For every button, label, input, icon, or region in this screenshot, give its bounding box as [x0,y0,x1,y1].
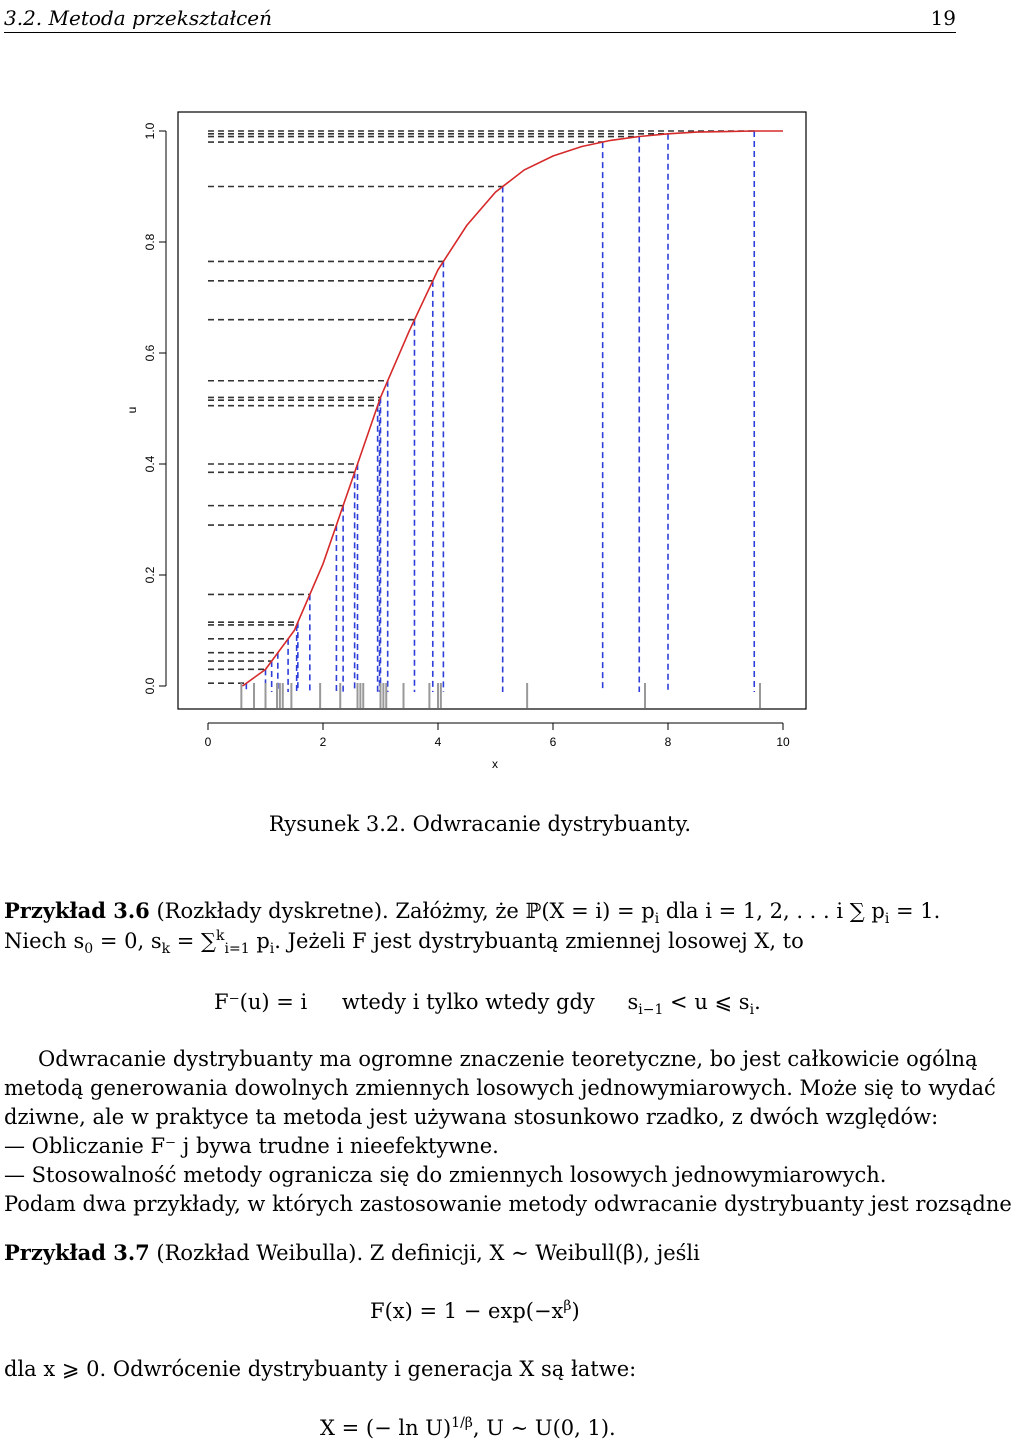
y-tick-label: 0.6 [143,344,157,362]
para-line4: — Obliczanie F⁻ j bywa trudne i nieefektywne. [4,1134,499,1158]
x-tick-label: 6 [549,735,557,749]
equation-inverse: F⁻(u) = i wtedy i tylko wtedy gdy $s_{i-1} < u$ ⩽ $s_i$. [214,990,761,1019]
x-tick-label: 0 [204,735,212,749]
equation-weibull-cdf: $F(x) = 1 - \exp(-x^\beta)$ [370,1298,580,1323]
y-tick-label: 1.0 [143,122,157,140]
para-line1: Odwracanie dystrybuanty ma ogromne znaczenie teoretyczne, bo jest całkowicie ogólną [38,1047,978,1071]
running-header [4,6,956,33]
y-tick-label: 0.4 [143,455,157,473]
cdf-curve [243,131,784,686]
line-dla: dla x ⩾ 0. Odwrócenie dystrybuanty i generacja X są łatwe: [4,1357,637,1381]
x-axis [205,723,790,749]
x-tick-label: 8 [664,735,672,749]
section-title: 3.2. Metoda przekształceń [4,6,273,30]
x-axis-label: x [492,757,498,771]
para-line6: Podam dwa przykłady, w których zastosowanie metody odwracanie dystrybuanty jest rozsądne [4,1192,1012,1216]
page-number: 19 [930,6,956,30]
para-line2: metodą generowania dowolnych zmiennych losowych jednowymiarowych. Może się to wydać [4,1076,996,1100]
equation-weibull-inverse: X = (− ln U)$^{1/\beta}$, U ∼ U(0, 1). [320,1415,616,1440]
y-axis-label: u [125,406,139,414]
x-tick-label: 10 [776,735,790,749]
figure-caption: Rysunek 3.2. Odwracanie dystrybuanty. [268,812,692,836]
y-tick-label: 0.8 [143,233,157,251]
horizontal-lines [208,131,754,683]
cdf-figure [125,95,830,785]
y-axis [143,122,166,694]
x-tick-label: 4 [434,735,442,749]
y-tick-label: 0.0 [143,677,157,695]
example-3-7: Przykład 3.7 (Rozkład Weibulla). Z definicji, X ∼ Weibull(β), jeśli [4,1240,700,1265]
rug-marks [241,683,760,708]
para-line3: dziwne, ale w praktyce ta metoda jest używana stosunkowo rzadko, z dwóch względów: [4,1105,939,1129]
example-3-6-line1: Przykład 3.6 (Rozkłady dyskretne). Załóżmy, że ℙ(X = $i) = p_i$ dla i = 1, 2, . . . i ∑ $p_i = 1$. [4,898,941,928]
plot-frame [178,112,806,709]
example-3-6-line2: Niech $s_0 = 0$, $s_k = \sum^k_{i=1}$ $p_i$. Jeżeli F jest dystrybuantą zmiennej losowej X, to [4,928,804,958]
x-tick-label: 2 [319,735,327,749]
para-line5: — Stosowalność metody ogranicza się do zmiennych losowych jednowymiarowych. [4,1163,887,1187]
y-tick-label: 0.2 [143,566,157,584]
vertical-lines [246,131,754,692]
